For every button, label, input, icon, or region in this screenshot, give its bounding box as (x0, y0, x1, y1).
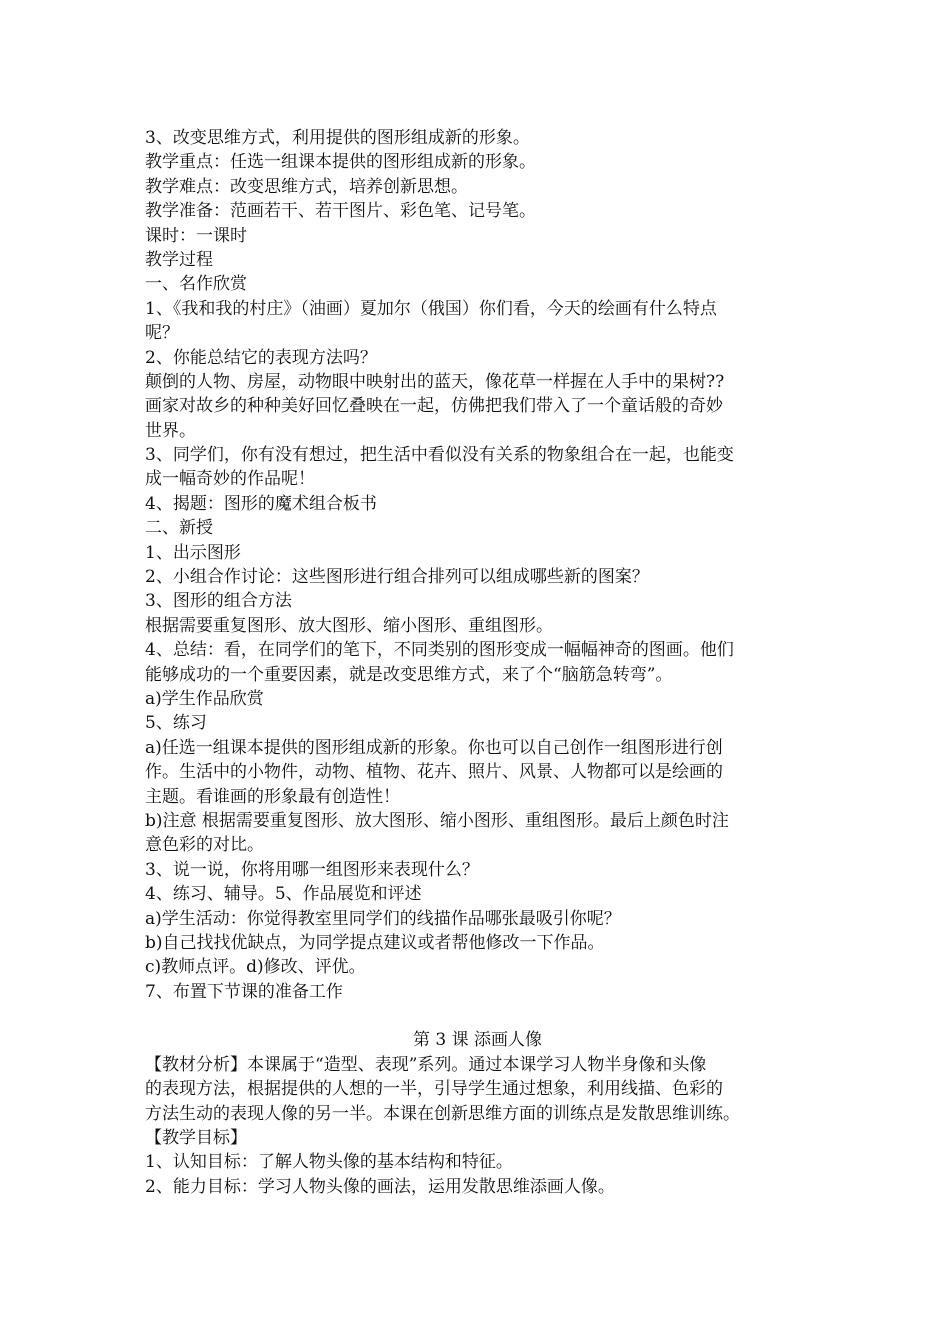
text-line: 能够成功的一个重要因素，就是改变思维方式，来了个“脑筋急转弯”。 (145, 664, 673, 685)
text-line: 1、出示图形 (145, 542, 241, 563)
text-line: 世界。 (145, 420, 196, 441)
text-line: 意色彩的对比。 (145, 835, 264, 856)
text-line: 【教材分析】本课属于“造型、表现”系列。通过本课学习人物半身像和头像 (145, 1054, 707, 1075)
text-line: 作。生活中的小物件，动物、植物、花卉、照片、风景、人物都可以是绘画的 (145, 762, 723, 783)
text-line: 3、说一说，你将用哪一组图形来表现什么？ (145, 859, 479, 880)
text-line: 呢？ (145, 323, 179, 344)
text-line: 1、认知目标：了解人物头像的基本结构和特征。 (145, 1152, 513, 1173)
text-line: 【教学目标】 (145, 1128, 247, 1149)
text-line: 2、你能总结它的表现方法吗？ (145, 347, 377, 368)
text-line: 3、改变思维方式，利用提供的图形组成新的形象。 (145, 128, 530, 148)
text-line: 方法生动的表现人像的另一半。本课在创新思维方面的训练点是发散思维训练。 (145, 1103, 740, 1124)
text-line: 一、名作欣赏 (145, 274, 247, 295)
text-line: 教学过程 (145, 249, 213, 270)
lesson-intro-section (145, 1053, 810, 1199)
text-line: 教学难点：改变思维方式，培养创新思想。 (145, 176, 468, 197)
text-line: c)教师点评。d)修改、评优。 (145, 957, 366, 978)
text-line: b)自己找找优缺点，为同学提点建议或者帮他修改一下作品。 (145, 932, 605, 953)
text-line: 4、揭题：图形的魔术组合板书 (145, 493, 377, 514)
text-line: 根据需要重复图形、放大图形、缩小图形、重组图形。 (145, 615, 553, 636)
document-page (145, 126, 810, 1199)
text-line: 7、布置下节课的准备工作 (145, 981, 343, 1002)
text-line: 成一幅奇妙的作品呢！ (145, 469, 315, 490)
section-gap (145, 1004, 810, 1028)
text-line: 4、练习、辅导。5、作品展览和评述 (145, 884, 422, 905)
text-line: 二、新授 (145, 518, 213, 539)
text-line: 3、同学们，你有没有想过，把生活中看似没有关系的物象组合在一起，也能变 (145, 445, 734, 466)
text-line: 5、练习 (145, 713, 207, 734)
text-line: 教学重点：任选一组课本提供的图形组成新的形象。 (145, 152, 536, 173)
text-line: 颠倒的人物、房屋，动物眼中映射出的蓝天，像花草一样握在人手中的果树?? (145, 371, 725, 392)
text-line: 3、图形的组合方法 (145, 591, 292, 612)
text-line: b)注意 根据需要重复图形、放大图形、缩小图形、重组图形。最后上颜色时注 (145, 810, 729, 831)
text-line: a)学生活动：你觉得教室里同学们的线描作品哪张最吸引你呢？ (145, 908, 621, 929)
text-line: 2、小组合作讨论：这些图形进行组合排列可以组成哪些新的图案？ (145, 567, 649, 588)
text-line: 主题。看谁画的形象最有创造性！ (145, 786, 400, 807)
text-line: 画家对故乡的种种美好回忆叠映在一起，仿佛把我们带入了一个童话般的奇妙 (145, 396, 723, 417)
text-line: 2、能力目标：学习人物头像的画法，运用发散思维添画人像。 (145, 1176, 615, 1197)
text-line: 1、《我和我的村庄》（油画）夏加尔（俄国）你们看，今天的绘画有什么特点 (145, 298, 717, 319)
text-line: 教学准备：范画若干、若干图片、彩色笔、记号笔。 (145, 201, 536, 222)
text-line: 课时：一课时 (145, 225, 247, 246)
text-line: 的表现方法，根据提供的人想的一半，引导学生通过想象，利用线描、色彩的 (145, 1079, 723, 1100)
text-line: 4、总结：看，在同学们的笔下，不同类别的图形变成一幅幅神奇的图画。他们 (145, 640, 734, 661)
text-line: a)任选一组课本提供的图形组成新的形象。你也可以自己创作一组图形进行创 (145, 737, 723, 758)
lesson-plan-section (145, 126, 810, 1004)
lesson-title: 第 3 课 添画人像 (412, 1030, 543, 1051)
text-line: a)学生作品欣赏 (145, 688, 264, 709)
